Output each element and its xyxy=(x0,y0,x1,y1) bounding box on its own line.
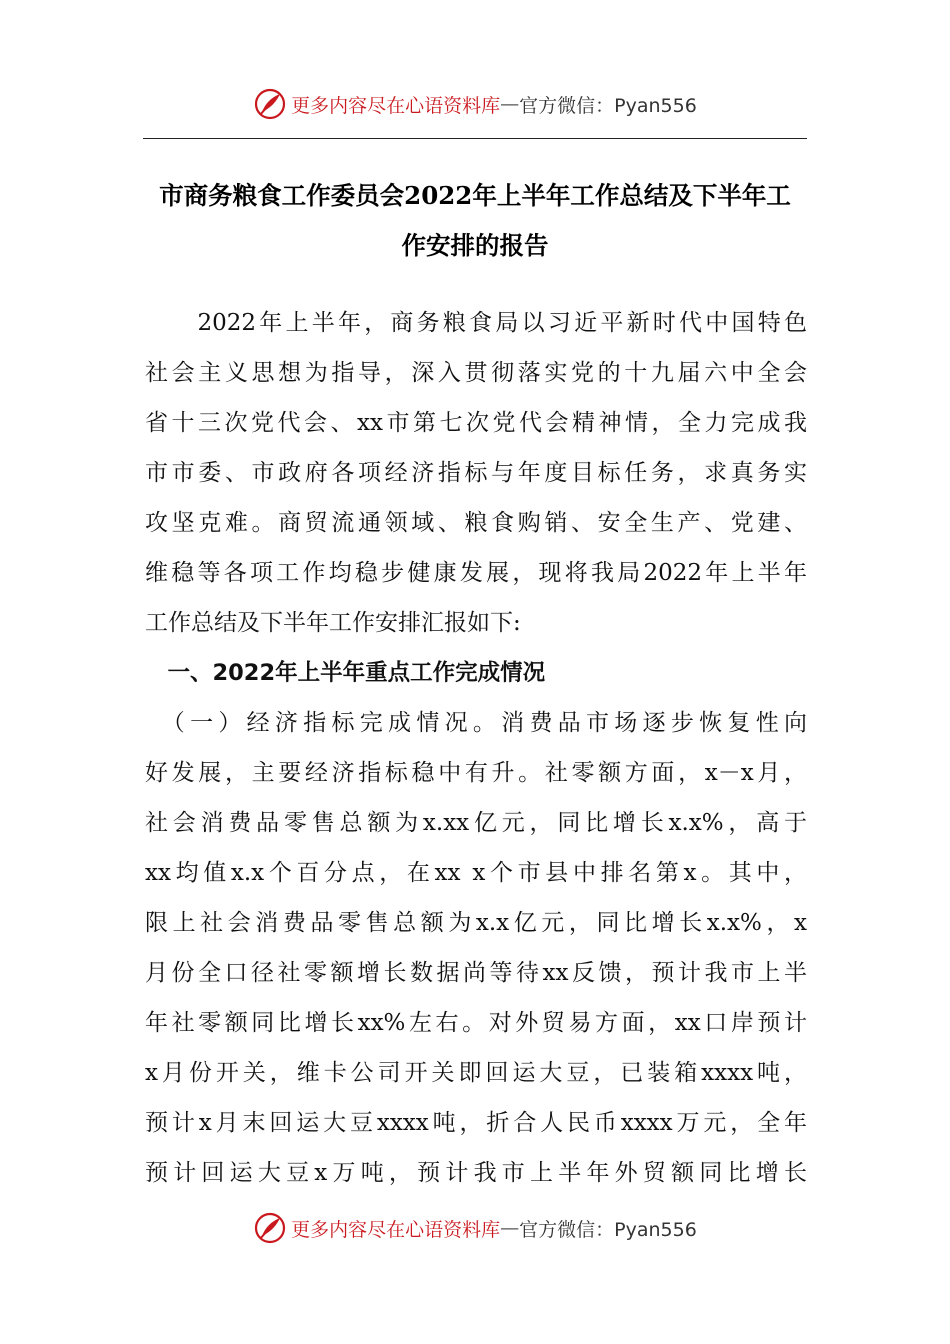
body-line: 限上社会消费品零售总额为x.x亿元，同比增长x.x%，x xyxy=(145,910,807,936)
body-line: xx均值x.x个百分点，在xx x个市县中排名第x。其中， xyxy=(145,860,807,886)
body-line: 工作总结及下半年工作安排汇报如下: xyxy=(145,610,521,636)
body-line: 年社零额同比增长xx%左右。对外贸易方面，xx口岸预计 xyxy=(145,1010,807,1036)
body-line: 社会主义思想为指导，深入贯彻落实党的十九届六中全会 xyxy=(145,360,807,386)
section-heading: 一、2022年上半年重点工作完成情况 xyxy=(145,660,546,686)
body-line: 预计回运大豆x万吨，预计我市上半年外贸额同比增长 xyxy=(145,1160,807,1186)
body-line: 攻坚克难。商贸流通领域、粮食购销、安全生产、党建、 xyxy=(145,510,807,536)
watermark-text: 更多内容尽在心语资料库 xyxy=(291,94,501,117)
document-title xyxy=(143,170,807,270)
title-line-1: 市商务粮食工作委员会2022年上半年工作总结及下半年工 xyxy=(159,181,791,210)
document-body xyxy=(145,298,807,1198)
body-line: 月份全口径社零额增长数据尚等待xx反馈，预计我市上半 xyxy=(145,960,807,986)
body-line: 预计x月末回运大豆xxxx吨，折合人民币xxxx万元，全年 xyxy=(145,1110,807,1136)
body-line: 好发展，主要经济指标稳中有升。社零额方面，x－x月， xyxy=(145,760,807,786)
watermark-separator: — xyxy=(500,93,520,115)
watermark-wechat: 官方微信：Pyan556 xyxy=(519,94,697,117)
watermark-text: 更多内容尽在心语资料库 xyxy=(291,1218,501,1241)
body-line: 省十三次党代会、xx市第七次党代会精神情，全力完成我 xyxy=(145,410,807,436)
body-line: （一）经济指标完成情况。消费品市场逐步恢复性向 xyxy=(145,710,807,736)
watermark-banner-bottom xyxy=(0,1208,950,1248)
body-line: 2022年上半年，商务粮食局以习近平新时代中国特色 xyxy=(145,310,807,336)
header-rule xyxy=(143,138,807,139)
feather-pen-logo-icon xyxy=(253,87,287,121)
watermark-wechat: 官方微信：Pyan556 xyxy=(519,1218,697,1241)
feather-pen-logo-icon xyxy=(253,1211,287,1245)
body-line: x月份开关，维卡公司开关即回运大豆，已装箱xxxx吨， xyxy=(145,1060,807,1086)
body-line: 市市委、市政府各项经济指标与年度目标任务，求真务实 xyxy=(145,460,807,486)
watermark-separator: — xyxy=(500,1217,520,1239)
watermark-banner-top xyxy=(0,84,950,124)
body-line: 维稳等各项工作均稳步健康发展，现将我局2022年上半年 xyxy=(145,560,807,586)
body-line: 社会消费品零售总额为x.xx亿元，同比增长x.x%，高于 xyxy=(145,810,807,836)
title-line-2: 作安排的报告 xyxy=(401,231,549,260)
